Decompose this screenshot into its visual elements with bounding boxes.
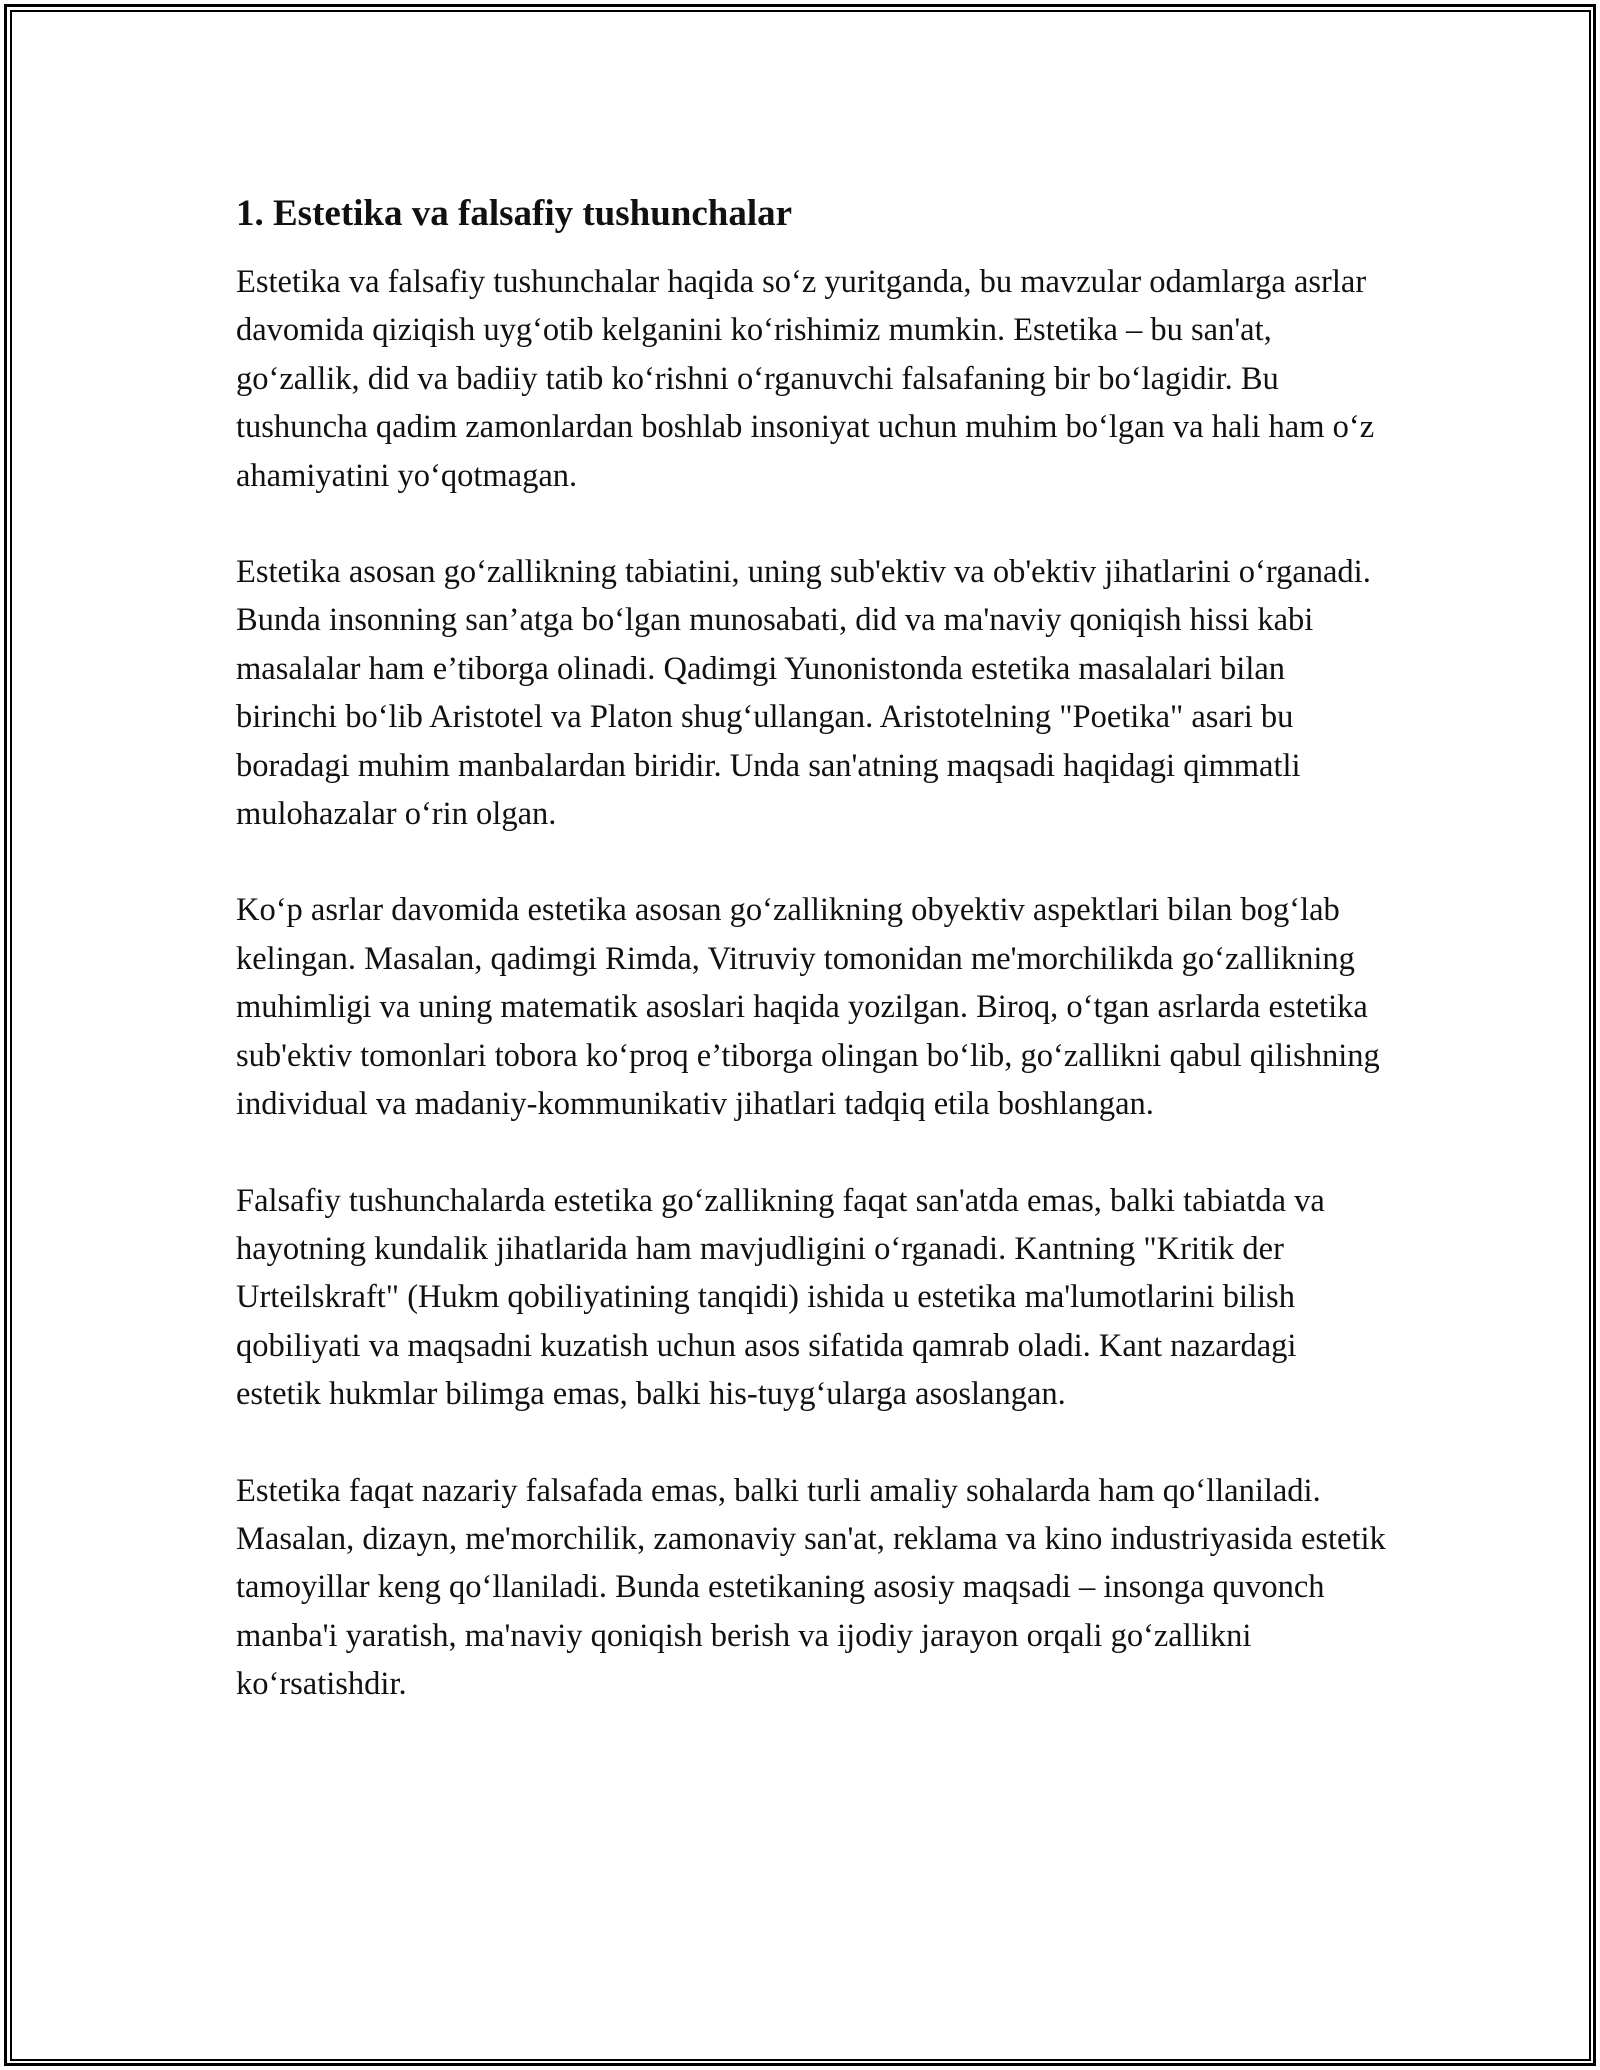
document-body bbox=[236, 188, 1386, 1757]
paragraph-1: Estetika va falsafiy tushunchalar haqida so‘z yuritganda, bu mavzular odamlarga asrlar davomida qiziqish uyg‘otib kelganini ko‘rishimiz mumkin. Estetika – bu san'at, go‘zallik, did va badiiy tatib ko‘rishni o‘rganuvchi falsafaning bir bo‘lagidir. Bu tushuncha qadim zamonlardan boshlab insoniyat uchun muhim bo‘lgan va hali ham o‘z ahamiyatini yo‘qotmagan. bbox=[236, 264, 1375, 494]
section-heading: 1. Estetika va falsafiy tushunchalar bbox=[236, 193, 793, 234]
paragraph-4: Falsafiy tushunchalarda estetika go‘zallikning faqat san'atda emas, balki tabiatda va hayotning kundalik jihatlarida ham mavjudligini o‘rganadi. Kantning "Kritik der Urteilskraft" (Hukm qobiliyatining tanqidi) ishida u estetika ma'lumotlarini bilish qobiliyati va maqsadni kuzatish uchun asos sifatida qamrab oladi. Kant nazardagi estetik hukmlar bilimga emas, balki his-tuyg‘ularga asoslangan. bbox=[236, 1182, 1325, 1413]
paragraph-3: Ko‘p asrlar davomida estetika asosan go‘zallikning obyektiv aspektlari bilan bog‘lab kelingan. Masalan, qadimgi Rimda, Vitruviy tomonidan me'morchilikda go‘zallikning muhimligi va uning matematik asoslari haqida yozilgan. Biroq, o‘tgan asrlarda estetika sub'ektiv tomonlari tobora ko‘proq e’tiborga olingan bo‘lib, go‘zallikni qabul qilishning individual va madaniy-kommunikativ jihatlari tadqiq etila boshlangan. bbox=[236, 892, 1380, 1123]
paragraph-5: Estetika faqat nazariy falsafada emas, balki turli amaliy sohalarda ham qo‘llaniladi. Masalan, dizayn, me'morchilik, zamonaviy san'at, reklama va kino industriyasida estetik tamoyillar keng qo‘llaniladi. Bunda estetikaning asosiy maqsadi – insonga quvonch manba'i yaratish, ma'naviy qoniqish berish va ijodiy jarayon orqali go‘zallikni ko‘rsatishdir. bbox=[236, 1472, 1386, 1703]
paragraph-2: Estetika asosan go‘zallikning tabiatini, uning sub'ektiv va ob'ektiv jihatlarini o‘rganadi. Bunda insonning san’atga bo‘lgan munosabati, did va ma'naviy qoniqish hissi kabi masalalar ham e’tiborga olinadi. Qadimgi Yunonistonda estetika masalalari bilan birinchi bo‘lib Aristotel va Platon shug‘ullangan. Aristotelning "Poetika" asari bu boradagi muhim manbalardan biridir. Unda san'atning maqsadi haqidagi qimmatli mulohazalar o‘rin olgan. bbox=[236, 554, 1371, 833]
